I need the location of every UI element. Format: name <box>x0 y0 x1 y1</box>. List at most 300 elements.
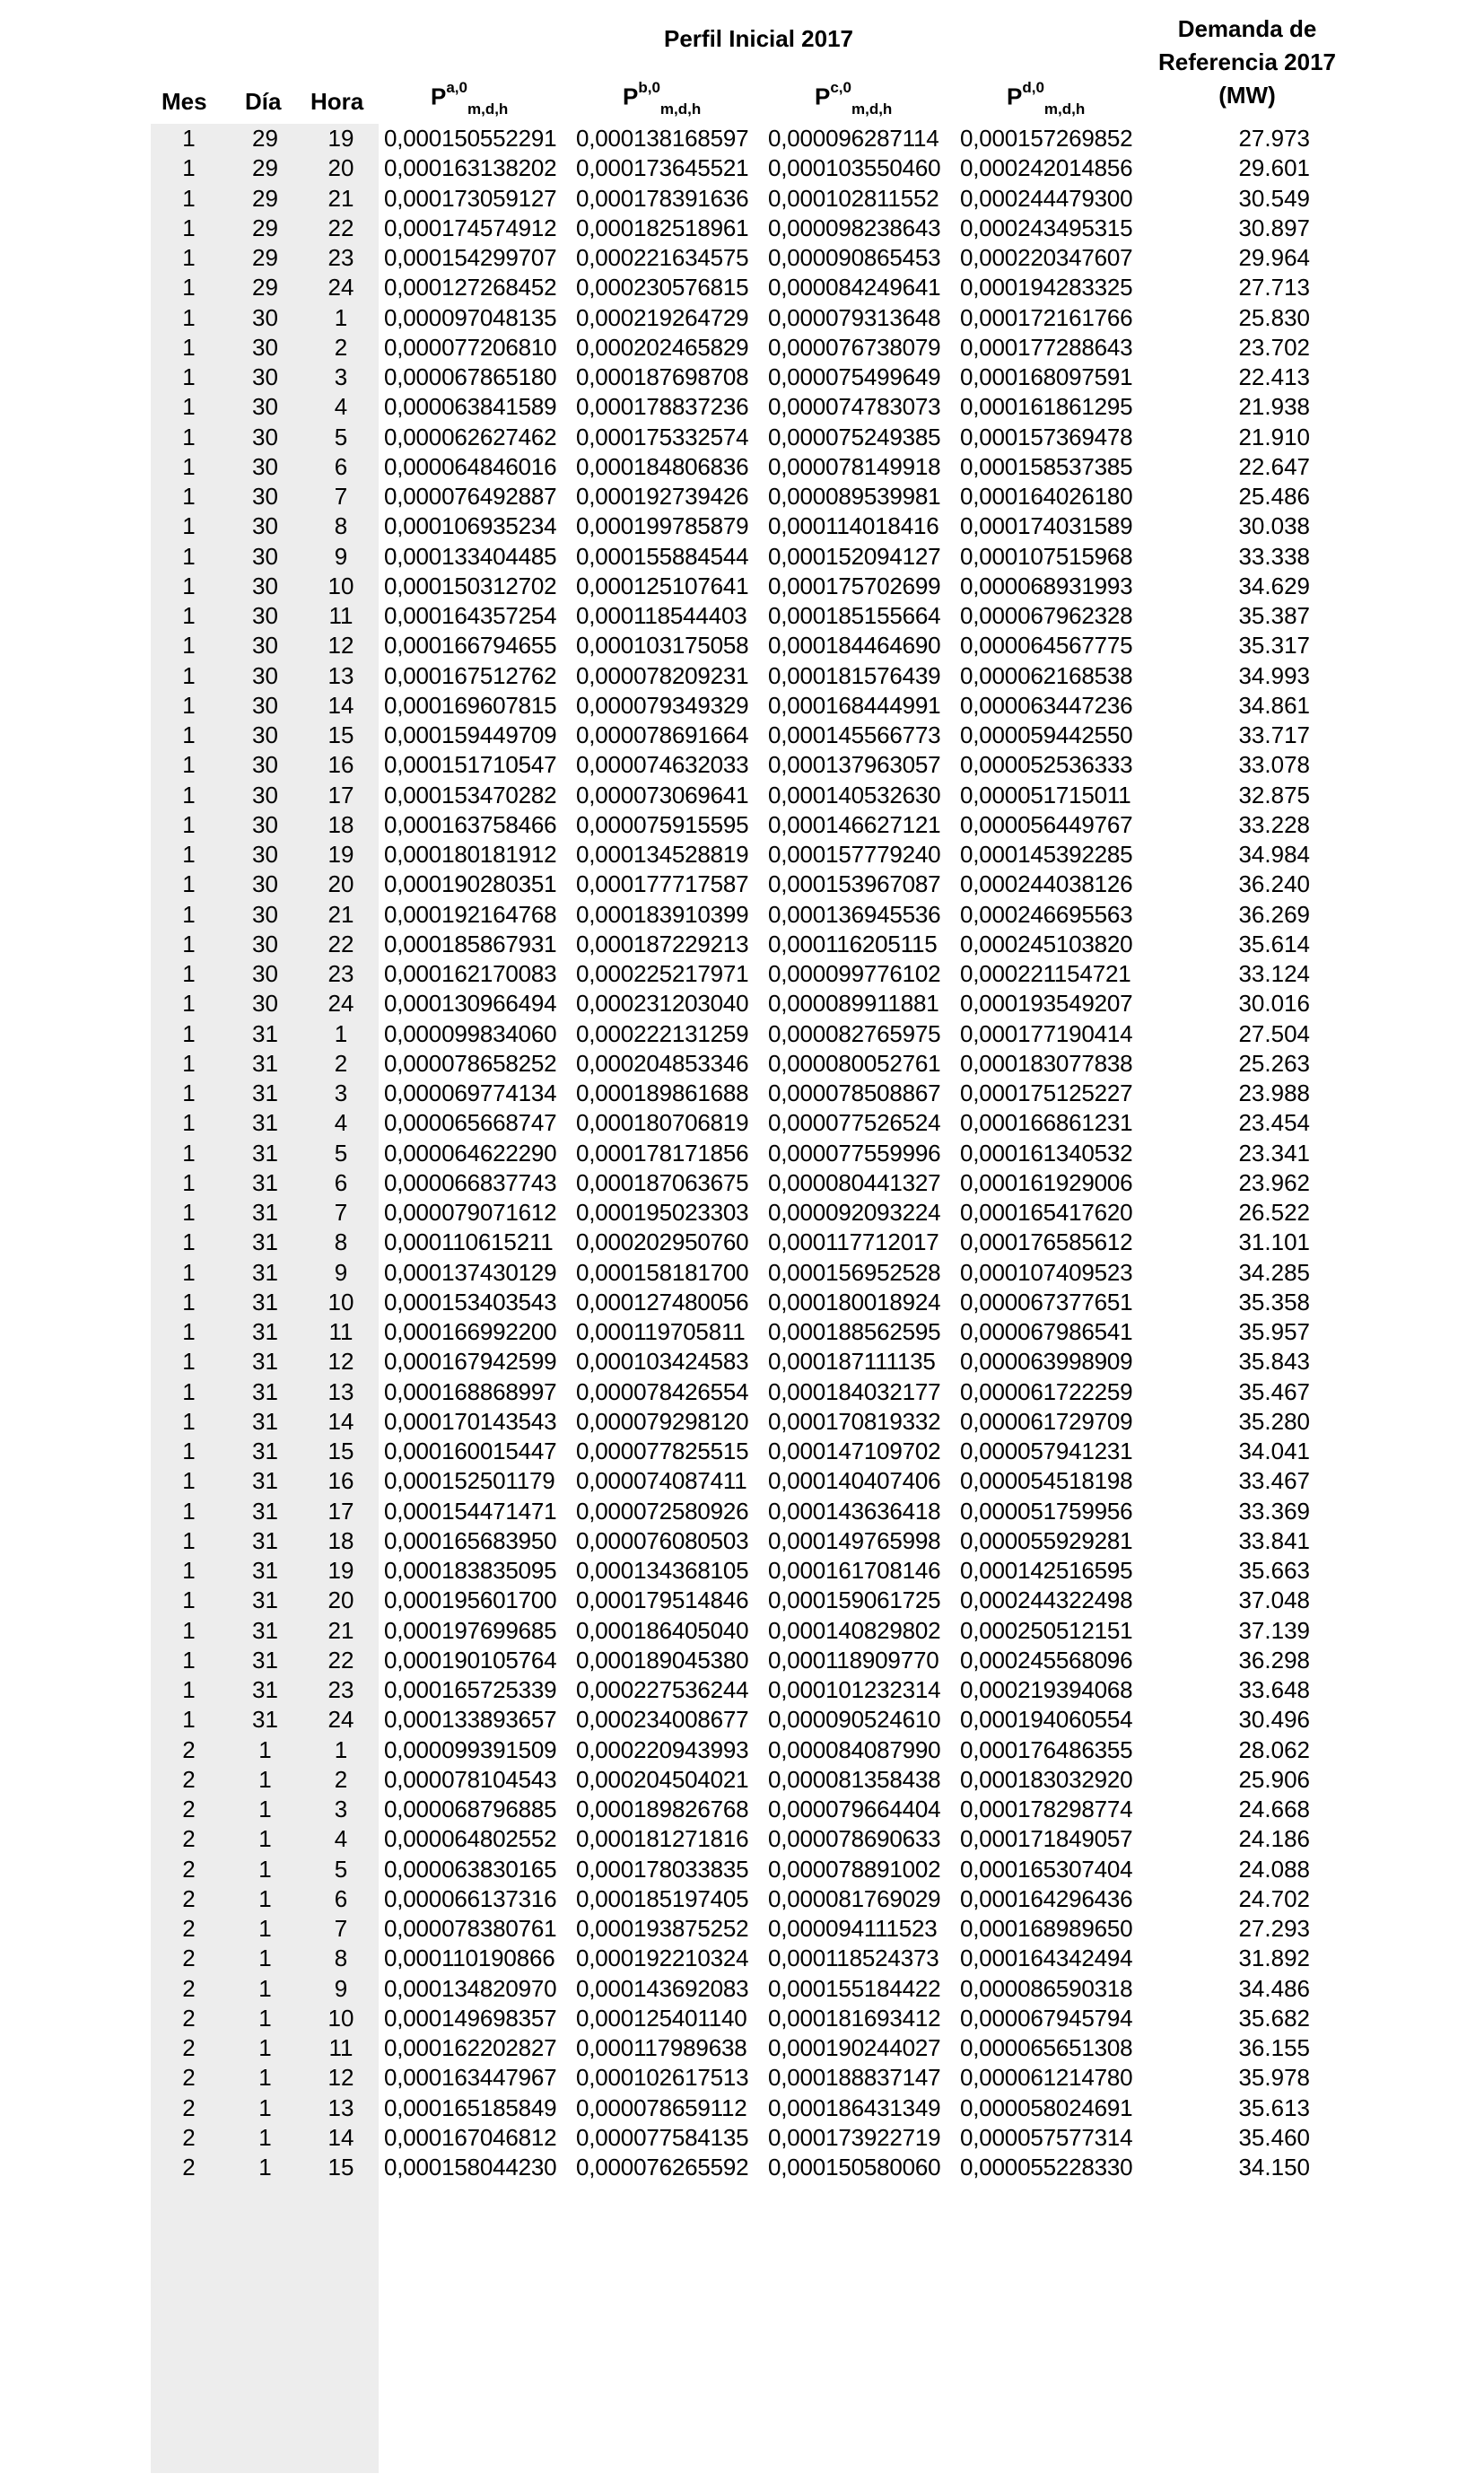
pa-cell: 0,000165725339 <box>384 1676 557 1703</box>
mes-cell: 1 <box>182 661 196 689</box>
table-row <box>151 1795 1342 1824</box>
dia-cell: 1 <box>258 1855 272 1883</box>
pd-cell: 0,000061729709 <box>960 1407 1133 1435</box>
dia-cell: 30 <box>252 423 278 450</box>
table-row <box>151 2153 1342 2182</box>
pb-cell: 0,000125107641 <box>576 572 749 599</box>
mes-cell: 2 <box>182 1855 196 1883</box>
pd-cell: 0,000065651308 <box>960 2034 1133 2061</box>
pd-cell: 0,000067986541 <box>960 1318 1133 1345</box>
hora-cell: 1 <box>334 1735 348 1763</box>
table-row <box>151 2033 1342 2063</box>
pd-cell: 0,000219394068 <box>960 1676 1133 1703</box>
pc-cell: 0,000149765998 <box>768 1526 941 1554</box>
mes-cell: 1 <box>182 1318 196 1345</box>
pc-cell: 0,000147109702 <box>768 1438 941 1464</box>
mes-cell: 1 <box>182 1526 196 1554</box>
table-title: Perfil Inicial 2017 <box>664 25 854 52</box>
table-row <box>151 1377 1342 1407</box>
mes-cell: 1 <box>182 930 196 957</box>
demand-cell: 25.830 <box>1238 303 1310 331</box>
mes-cell: 1 <box>182 1109 196 1137</box>
demand-cell: 34.486 <box>1238 1974 1310 2002</box>
hora-cell: 21 <box>327 1616 354 1644</box>
pc-cell: 0,000118524373 <box>768 1945 939 1972</box>
table-row <box>151 1437 1342 1466</box>
table-row <box>151 2004 1342 2033</box>
hora-cell: 21 <box>327 900 354 928</box>
pd-base: P <box>1007 83 1023 110</box>
pc-cell: 0,000081358438 <box>768 1765 941 1793</box>
pc-cell: 0,000150580060 <box>768 2154 941 2181</box>
pc-cell: 0,000155184422 <box>768 1974 941 2002</box>
demand-cell: 35.387 <box>1238 602 1310 629</box>
mes-cell: 1 <box>182 1586 196 1614</box>
pd-cell: 0,000068931993 <box>960 572 1133 599</box>
table-row <box>151 333 1342 363</box>
table-row <box>151 1914 1342 1944</box>
pb-cell: 0,000202950760 <box>576 1228 749 1256</box>
pd-cell: 0,000168097591 <box>960 363 1133 390</box>
pc-cell: 0,000080441327 <box>768 1168 941 1196</box>
pc-cell: 0,000084087990 <box>768 1735 941 1763</box>
mes-cell: 2 <box>182 2123 196 2151</box>
pa-cell: 0,000180181912 <box>384 841 557 868</box>
hora-cell: 3 <box>334 363 348 390</box>
pc-cell: 0,000078508867 <box>768 1079 941 1106</box>
pb-cell: 0,000143692083 <box>576 1974 749 2002</box>
hora-cell: 16 <box>327 1467 354 1495</box>
pc-cell: 0,000094111523 <box>768 1915 938 1942</box>
dia-cell: 31 <box>252 1586 278 1614</box>
pd-cell: 0,000086590318 <box>960 1974 1133 2002</box>
pb-cell: 0,000187229213 <box>576 930 749 957</box>
pd-cell: 0,000244038126 <box>960 870 1133 898</box>
pd-sup: d,0 <box>1022 79 1044 96</box>
hora-cell: 3 <box>334 1796 348 1822</box>
table-row <box>151 1228 1342 1257</box>
pd-cell: 0,000176486355 <box>960 1735 1133 1763</box>
pd-cell: 0,000243495315 <box>960 214 1133 241</box>
demand-cell: 22.413 <box>1238 363 1310 390</box>
hora-cell: 7 <box>334 1915 348 1942</box>
mes-cell: 2 <box>182 1974 196 2002</box>
mes-cell: 1 <box>182 1706 196 1734</box>
dia-cell: 29 <box>252 125 278 152</box>
pc-cell: 0,000090524610 <box>768 1706 941 1734</box>
demand-header-line1: Demanda de <box>1177 15 1317 42</box>
pb-cell: 0,000073069641 <box>576 781 749 808</box>
pb-cell: 0,000077584135 <box>576 2123 749 2151</box>
table-row <box>151 631 1342 660</box>
table-row <box>151 184 1342 214</box>
profile-table-body <box>151 124 1342 2182</box>
pb-cell: 0,000189861688 <box>576 1079 749 1106</box>
pc-cell: 0,000098238643 <box>768 214 941 241</box>
pc-cell: 0,000186431349 <box>768 2093 941 2121</box>
demand-cell: 28.062 <box>1238 1735 1310 1763</box>
pd-cell: 0,000067377651 <box>960 1288 1133 1315</box>
table-row <box>151 1079 1342 1108</box>
pa-cell: 0,000097048135 <box>384 303 557 331</box>
pa-cell: 0,000099391509 <box>384 1735 557 1763</box>
pd-cell: 0,000145392285 <box>960 841 1133 868</box>
demand-cell: 36.240 <box>1238 870 1310 898</box>
pa-cell: 0,000064622290 <box>384 1139 557 1167</box>
demand-cell: 23.454 <box>1238 1109 1310 1137</box>
mes-cell: 1 <box>182 1079 196 1106</box>
mes-cell: 2 <box>182 2093 196 2121</box>
pa-cell: 0,000153470282 <box>384 781 557 808</box>
hora-cell: 18 <box>327 810 354 838</box>
pc-sup: c,0 <box>830 79 851 96</box>
table-row <box>151 1735 1342 1765</box>
table-row <box>151 1705 1342 1735</box>
table-row <box>151 124 1342 153</box>
demand-cell: 29.601 <box>1238 154 1310 182</box>
pd-cell: 0,000054518198 <box>960 1467 1133 1495</box>
demand-cell: 31.101 <box>1238 1228 1310 1256</box>
demand-cell: 29.964 <box>1238 244 1310 271</box>
mes-cell: 1 <box>182 244 196 271</box>
pc-cell: 0,000096287114 <box>768 125 939 152</box>
dia-cell: 31 <box>252 1616 278 1644</box>
table-row <box>151 661 1342 691</box>
table-row <box>151 1288 1342 1317</box>
dia-cell: 31 <box>252 1676 278 1703</box>
dia-cell: 30 <box>252 960 278 987</box>
hora-cell: 20 <box>327 154 354 182</box>
pd-cell: 0,000245103820 <box>960 930 1133 957</box>
dia-cell: 1 <box>258 1915 272 1942</box>
mes-cell: 1 <box>182 363 196 390</box>
mes-cell: 1 <box>182 303 196 331</box>
mes-cell: 1 <box>182 1199 196 1226</box>
dia-cell: 30 <box>252 930 278 957</box>
table-row <box>151 423 1342 452</box>
pa-cell: 0,000063841589 <box>384 393 557 421</box>
demand-cell: 37.139 <box>1238 1616 1310 1644</box>
demand-cell: 24.186 <box>1238 1825 1310 1853</box>
hora-cell: 12 <box>327 1348 354 1376</box>
pb-cell: 0,000127480056 <box>576 1288 749 1315</box>
table-row <box>151 840 1342 870</box>
demand-header-line2: Referencia 2017 <box>1157 48 1337 75</box>
pc-cell: 0,000089539981 <box>768 483 941 510</box>
dia-cell: 29 <box>252 214 278 241</box>
demand-cell: 33.078 <box>1238 751 1310 779</box>
pa-cell: 0,000064802552 <box>384 1825 557 1853</box>
pa-cell: 0,000134820970 <box>384 1974 557 2002</box>
column-header-pb <box>623 79 702 118</box>
table-row <box>151 1258 1342 1288</box>
table-row <box>151 2063 1342 2093</box>
pa-cell: 0,000165185849 <box>384 2093 557 2121</box>
mes-cell: 2 <box>182 1735 196 1763</box>
mes-cell: 1 <box>182 483 196 510</box>
pb-cell: 0,000079349329 <box>576 691 749 719</box>
demand-cell: 35.614 <box>1238 930 1310 957</box>
pc-cell: 0,000090865453 <box>768 244 941 271</box>
pa-cell: 0,000099834060 <box>384 1019 557 1047</box>
dia-cell: 31 <box>252 1079 278 1106</box>
pb-cell: 0,000076265592 <box>576 2154 749 2181</box>
mes-cell: 1 <box>182 1467 196 1495</box>
pa-cell: 0,000153403543 <box>384 1288 557 1315</box>
mes-cell: 2 <box>182 2064 196 2092</box>
pc-cell: 0,000140407406 <box>768 1467 941 1495</box>
pd-cell: 0,000067945794 <box>960 2004 1133 2032</box>
mes-cell: 1 <box>182 184 196 212</box>
demand-cell: 34.150 <box>1238 2154 1310 2181</box>
pd-cell: 0,000165307404 <box>960 1855 1133 1883</box>
hora-cell: 13 <box>327 2093 354 2121</box>
mes-cell: 1 <box>182 721 196 748</box>
pd-cell: 0,000177288643 <box>960 333 1133 361</box>
pd-cell: 0,000168989650 <box>960 1915 1133 1942</box>
table-row <box>151 781 1342 810</box>
pd-cell: 0,000165417620 <box>960 1199 1133 1226</box>
dia-cell: 29 <box>252 274 278 302</box>
mes-cell: 1 <box>182 154 196 182</box>
demand-cell: 22.647 <box>1238 452 1310 480</box>
pd-cell: 0,000063998909 <box>960 1348 1133 1376</box>
demand-cell: 35.317 <box>1238 632 1310 660</box>
dia-cell: 1 <box>258 1765 272 1793</box>
pa-cell: 0,000165683950 <box>384 1526 557 1554</box>
dia-cell: 1 <box>258 2154 272 2181</box>
pb-cell: 0,000078209231 <box>576 661 749 689</box>
pc-cell: 0,000153967087 <box>768 870 941 898</box>
hora-cell: 2 <box>334 1049 348 1077</box>
pb-cell: 0,000119705811 <box>576 1318 746 1345</box>
pd-cell: 0,000161340532 <box>960 1139 1133 1167</box>
pa-cell: 0,000195601700 <box>384 1586 557 1614</box>
pc-cell: 0,000102811552 <box>768 184 939 212</box>
pd-cell: 0,000051759956 <box>960 1497 1133 1525</box>
hora-cell: 4 <box>334 1825 348 1853</box>
hora-cell: 23 <box>327 1676 354 1703</box>
pa-cell: 0,000151710547 <box>384 751 557 779</box>
demand-cell: 23.962 <box>1238 1168 1310 1196</box>
dia-cell: 30 <box>252 303 278 331</box>
pb-cell: 0,000192739426 <box>576 483 749 510</box>
table-row <box>151 1556 1342 1586</box>
pb-cell: 0,000182518961 <box>576 214 749 241</box>
demand-cell: 34.285 <box>1238 1258 1310 1286</box>
pb-cell: 0,000180706819 <box>576 1109 749 1137</box>
pc-cell: 0,000078149918 <box>768 452 941 480</box>
dia-cell: 31 <box>252 1646 278 1674</box>
pb-cell: 0,000227536244 <box>576 1676 749 1703</box>
mes-cell: 1 <box>182 1288 196 1315</box>
pa-cell: 0,000170143543 <box>384 1407 557 1435</box>
pd-cell: 0,000171849057 <box>960 1825 1133 1853</box>
mes-cell: 1 <box>182 751 196 779</box>
hora-cell: 6 <box>334 1884 348 1912</box>
pd-cell: 0,000052536333 <box>960 751 1133 779</box>
pb-cell: 0,000075915595 <box>576 810 749 838</box>
hora-cell: 20 <box>327 870 354 898</box>
hora-cell: 10 <box>327 1288 354 1315</box>
table-row <box>151 1765 1342 1795</box>
pd-cell: 0,000178298774 <box>960 1796 1133 1822</box>
pd-cell: 0,000164296436 <box>960 1884 1133 1912</box>
pa-cell: 0,000192164768 <box>384 900 557 928</box>
pc-cell: 0,000089911881 <box>768 990 939 1018</box>
mes-cell: 1 <box>182 214 196 241</box>
pc-cell: 0,000079664404 <box>768 1796 941 1822</box>
pa-cell: 0,000167512762 <box>384 661 557 689</box>
pb-cell: 0,000204504021 <box>576 1765 749 1793</box>
demand-cell: 33.338 <box>1238 542 1310 570</box>
table-row <box>151 810 1342 840</box>
mes-cell: 1 <box>182 870 196 898</box>
mes-cell: 2 <box>182 1945 196 1972</box>
pa-cell: 0,000183835095 <box>384 1557 557 1584</box>
mes-cell: 2 <box>182 1884 196 1912</box>
pb-cell: 0,000118544403 <box>576 602 747 629</box>
pc-cell: 0,000078690633 <box>768 1825 941 1853</box>
dia-cell: 30 <box>252 751 278 779</box>
table-row <box>151 1944 1342 1973</box>
pd-cell: 0,000056449767 <box>960 810 1133 838</box>
demand-cell: 32.875 <box>1238 781 1310 808</box>
pa-cell: 0,000154471471 <box>384 1497 557 1525</box>
pc-cell: 0,000140829802 <box>768 1616 941 1644</box>
pd-cell: 0,000058024691 <box>960 2093 1133 2121</box>
demand-cell: 35.843 <box>1238 1348 1310 1376</box>
demand-cell: 33.124 <box>1238 960 1310 987</box>
pa-cell: 0,000149698357 <box>384 2004 557 2032</box>
pb-cell: 0,000103175058 <box>576 632 749 660</box>
table-row <box>151 1526 1342 1556</box>
hora-cell: 22 <box>327 1646 354 1674</box>
pb-cell: 0,000155884544 <box>576 542 749 570</box>
mes-cell: 1 <box>182 1616 196 1644</box>
hora-cell: 4 <box>334 393 348 421</box>
hora-cell: 11 <box>328 1318 354 1345</box>
dia-cell: 31 <box>252 1467 278 1495</box>
pb-cell: 0,000185197405 <box>576 1884 749 1912</box>
pb-cell: 0,000181271816 <box>576 1825 749 1853</box>
hora-cell: 7 <box>334 483 348 510</box>
hora-cell: 17 <box>327 781 354 808</box>
pd-cell: 0,000246695563 <box>960 900 1133 928</box>
mes-cell: 1 <box>182 900 196 928</box>
pb-cell: 0,000195023303 <box>576 1199 749 1226</box>
hora-cell: 4 <box>334 1109 348 1137</box>
dia-cell: 30 <box>252 900 278 928</box>
table-row <box>151 959 1342 989</box>
profile-table <box>151 124 1342 2182</box>
dia-cell: 29 <box>252 184 278 212</box>
demand-cell: 35.460 <box>1238 2123 1310 2151</box>
dia-cell: 31 <box>252 1258 278 1286</box>
pc-cell: 0,000077526524 <box>768 1109 941 1137</box>
hora-cell: 11 <box>328 602 354 629</box>
demand-cell: 27.293 <box>1238 1915 1310 1942</box>
table-row <box>151 900 1342 930</box>
dia-cell: 31 <box>252 1377 278 1405</box>
pb-cell: 0,000220943993 <box>576 1735 749 1763</box>
table-row <box>151 1049 1342 1079</box>
pa-cell: 0,000062627462 <box>384 423 557 450</box>
pd-cell: 0,000064567775 <box>960 632 1133 660</box>
pb-cell: 0,000221634575 <box>576 244 749 271</box>
mes-cell: 1 <box>182 125 196 152</box>
table-row <box>151 691 1342 721</box>
pb-cell: 0,000204853346 <box>576 1049 749 1077</box>
dia-cell: 30 <box>252 483 278 510</box>
pd-cell: 0,000220347607 <box>960 244 1133 271</box>
mes-cell: 1 <box>182 1228 196 1256</box>
pb-cell: 0,000178033835 <box>576 1855 749 1883</box>
pc-cell: 0,000184032177 <box>768 1377 941 1405</box>
pb-cell: 0,000125401140 <box>576 2004 747 2032</box>
pa-cell: 0,000077206810 <box>384 333 557 361</box>
demand-cell: 30.038 <box>1238 512 1310 540</box>
pd-cell: 0,000193549207 <box>960 990 1133 1018</box>
dia-cell: 31 <box>252 1288 278 1315</box>
pc-cell: 0,000136945536 <box>768 900 941 928</box>
table-row <box>151 989 1342 1018</box>
pc-cell: 0,000175702699 <box>768 572 941 599</box>
dia-cell: 31 <box>252 1526 278 1554</box>
hora-cell: 2 <box>334 333 348 361</box>
demand-cell: 26.522 <box>1238 1199 1310 1226</box>
demand-cell: 23.341 <box>1238 1139 1310 1167</box>
dia-cell: 29 <box>252 244 278 271</box>
mes-cell: 1 <box>182 960 196 987</box>
pc-cell: 0,000156952528 <box>768 1258 941 1286</box>
mes-cell: 1 <box>182 1377 196 1405</box>
pd-cell: 0,000142516595 <box>960 1557 1133 1584</box>
pa-cell: 0,000159449709 <box>384 721 557 748</box>
hora-cell: 9 <box>334 1258 348 1286</box>
pd-cell: 0,000067962328 <box>960 602 1133 629</box>
demand-cell: 25.486 <box>1238 483 1310 510</box>
mes-cell: 2 <box>182 1825 196 1853</box>
mes-cell: 1 <box>182 990 196 1018</box>
pc-cell: 0,000173922719 <box>768 2123 941 2151</box>
table-row <box>151 2093 1342 2123</box>
pb-cell: 0,000134528819 <box>576 841 749 868</box>
hora-cell: 19 <box>327 125 354 152</box>
dia-cell: 31 <box>252 1199 278 1226</box>
demand-cell: 25.906 <box>1238 1765 1310 1793</box>
pb-cell: 0,000199785879 <box>576 512 749 540</box>
pd-cell: 0,000250512151 <box>960 1616 1133 1644</box>
dia-cell: 31 <box>252 1706 278 1734</box>
pc-cell: 0,000145566773 <box>768 721 941 748</box>
column-header-pa <box>431 79 509 118</box>
pb-cell: 0,000078691664 <box>576 721 749 748</box>
pd-cell: 0,000051715011 <box>960 781 1131 808</box>
dia-cell: 30 <box>252 841 278 868</box>
column-header-pc <box>815 79 893 118</box>
demand-cell: 34.861 <box>1238 691 1310 719</box>
demand-cell: 34.984 <box>1238 841 1310 868</box>
pc-cell: 0,000076738079 <box>768 333 941 361</box>
pb-cell: 0,000231203040 <box>576 990 749 1018</box>
hora-cell: 6 <box>334 452 348 480</box>
dia-cell: 1 <box>258 2093 272 2121</box>
pb-cell: 0,000193875252 <box>576 1915 749 1942</box>
pb-cell: 0,000175332574 <box>576 423 749 450</box>
demand-cell: 34.629 <box>1238 572 1310 599</box>
table-row <box>151 930 1342 959</box>
